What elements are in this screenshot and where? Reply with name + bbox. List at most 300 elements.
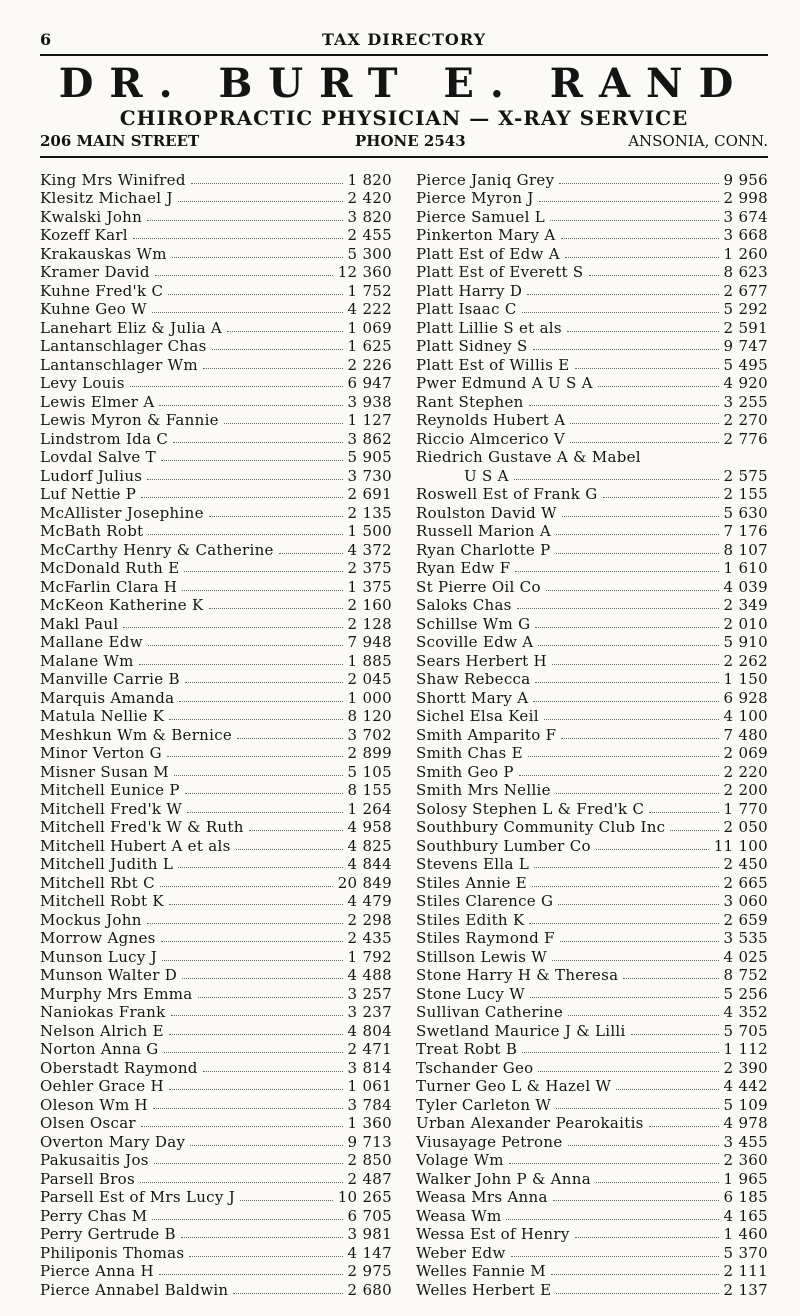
- assessment-amount: 2 776: [723, 429, 768, 448]
- assessment-amount: 2 262: [723, 651, 768, 670]
- taxpayer-name: Meshkun Wm & Bernice: [40, 725, 233, 744]
- assessment-amount: 4 352: [723, 1003, 768, 1021]
- dot-leader: [155, 275, 333, 276]
- taxpayer-name: Lewis Myron & Fannie: [40, 411, 219, 429]
- taxpayer-name: Stiles Edith K: [416, 910, 525, 929]
- assessment-amount: 2 677: [723, 281, 768, 300]
- dot-leader: [533, 701, 718, 702]
- assessment-amount: 3 060: [723, 892, 768, 910]
- taxpayer-name: Mallane Edw: [40, 633, 143, 651]
- taxpayer-name: Kuhne Fred'k C: [40, 281, 164, 300]
- assessment-amount: 6 705: [347, 1206, 392, 1225]
- list-item: [416, 577, 768, 596]
- list-item: [416, 1077, 768, 1096]
- list-item: [416, 300, 768, 319]
- list-item: [40, 725, 392, 744]
- dot-leader: [148, 645, 343, 646]
- list-item: [40, 540, 392, 559]
- dot-leader: [209, 608, 343, 609]
- assessment-amount: 1 112: [723, 1040, 768, 1058]
- taxpayer-name: Southbury Lumber Co: [416, 836, 591, 855]
- taxpayer-name: Lewis Elmer A: [40, 392, 155, 411]
- dot-leader: [153, 1108, 343, 1109]
- list-item: [416, 670, 768, 689]
- dot-leader: [556, 553, 719, 554]
- list-item: [416, 1095, 768, 1114]
- list-item: [416, 244, 768, 263]
- taxpayer-name: Morrow Agnes: [40, 929, 156, 947]
- dot-leader: [191, 183, 343, 184]
- assessment-amount: 2 111: [723, 1262, 768, 1280]
- assessment-amount: 1 885: [347, 651, 392, 670]
- assessment-amount: 2 050: [723, 818, 768, 836]
- assessment-amount: 4 165: [723, 1206, 768, 1225]
- dot-leader: [169, 1034, 343, 1035]
- list-item: [40, 1058, 392, 1077]
- page-number: 6: [40, 30, 52, 49]
- assessment-amount: 2 975: [347, 1262, 392, 1280]
- taxpayer-name: Welles Fannie M: [416, 1262, 546, 1280]
- taxpayer-name: Matula Nellie K: [40, 707, 165, 725]
- dot-leader: [148, 534, 342, 535]
- dot-leader: [603, 497, 719, 498]
- dot-leader: [568, 1145, 719, 1146]
- dot-leader: [589, 275, 719, 276]
- taxpayer-name: Welles Herbert E: [416, 1280, 552, 1299]
- taxpayer-name: Stiles Clarence G: [416, 892, 554, 910]
- list-item: [40, 281, 392, 300]
- dot-leader: [154, 1163, 343, 1164]
- list-item: [416, 466, 768, 485]
- dot-leader: [670, 830, 718, 831]
- dot-leader: [649, 1126, 719, 1127]
- list-item: [40, 1280, 392, 1299]
- taxpayer-name: Platt Sidney S: [416, 337, 528, 355]
- dot-leader: [147, 220, 342, 221]
- taxpayer-name: Krakauskas Wm: [40, 244, 167, 263]
- dot-leader: [203, 1071, 343, 1072]
- list-item: [40, 207, 392, 226]
- list-item: [416, 1225, 768, 1244]
- dot-leader: [237, 738, 342, 739]
- assessment-amount: 4 920: [723, 374, 768, 392]
- ad-address: 206 MAIN STREET: [40, 132, 200, 150]
- taxpayer-name: Platt Harry D: [416, 281, 523, 300]
- dot-leader: [162, 960, 343, 961]
- dot-leader: [141, 1126, 343, 1127]
- assessment-amount: 2 665: [723, 873, 768, 892]
- dot-leader: [550, 220, 719, 221]
- dot-leader: [167, 756, 343, 757]
- taxpayer-name: Ludorf Julius: [40, 466, 143, 485]
- assessment-amount: 4 978: [723, 1114, 768, 1132]
- taxpayer-name: Manville Carrie B: [40, 670, 180, 688]
- assessment-amount: 5 300: [347, 244, 392, 263]
- list-item: [40, 873, 392, 892]
- dot-leader: [233, 1293, 342, 1294]
- taxpayer-name: Stillson Lewis W: [416, 947, 548, 966]
- taxpayer-name: Volage Wm: [416, 1151, 504, 1169]
- taxpayer-name: Solosy Stephen L & Fred'k C: [416, 799, 645, 818]
- dot-leader: [169, 719, 342, 720]
- assessment-amount: 1 061: [347, 1077, 392, 1095]
- dot-leader: [140, 1182, 343, 1183]
- taxpayer-name: Marquis Amanda: [40, 688, 175, 707]
- assessment-amount: 5 370: [723, 1243, 768, 1262]
- list-item: [40, 355, 392, 374]
- list-item: [40, 244, 392, 263]
- taxpayer-name: Overton Mary Day: [40, 1132, 186, 1151]
- dot-leader: [130, 386, 343, 387]
- taxpayer-name: Walker John P & Anna: [416, 1169, 591, 1188]
- list-item: [40, 1114, 392, 1133]
- taxpayer-name: Norton Anna G: [40, 1040, 159, 1058]
- taxpayer-name: Mitchell Hubert A et als: [40, 836, 231, 855]
- assessment-amount: 2 998: [723, 189, 768, 207]
- assessment-amount: 7 948: [347, 633, 392, 651]
- taxpayer-name: Lanehart Eliz & Julia A: [40, 318, 223, 337]
- taxpayer-name: Mitchell Fred'k W: [40, 799, 183, 818]
- dot-leader: [558, 904, 718, 905]
- dot-leader: [187, 812, 343, 813]
- list-item: [416, 651, 768, 670]
- taxpayer-name: Urban Alexander Pearokaitis: [416, 1114, 644, 1132]
- dot-leader: [575, 1237, 719, 1238]
- assessment-amount: 4 844: [347, 855, 392, 873]
- dot-leader: [212, 349, 343, 350]
- assessment-amount: 3 668: [723, 226, 768, 244]
- dot-leader: [227, 331, 342, 332]
- taxpayer-name: Platt Lillie S et als: [416, 318, 562, 337]
- assessment-amount: 6 185: [723, 1188, 768, 1206]
- list-item: [40, 1225, 392, 1244]
- list-item: [40, 170, 392, 189]
- taxpayer-name: Roswell Est of Frank G: [416, 485, 598, 503]
- list-item: [40, 1243, 392, 1262]
- ad-phone: PHONE 2543: [355, 132, 466, 150]
- list-item: [416, 818, 768, 837]
- assessment-amount: 5 705: [723, 1021, 768, 1040]
- assessment-amount: 2 375: [347, 559, 392, 577]
- list-item: [40, 1040, 392, 1059]
- list-item: [416, 781, 768, 800]
- dot-leader: [552, 960, 719, 961]
- dot-leader: [623, 978, 718, 979]
- dot-leader: [189, 1256, 342, 1257]
- assessment-amount: 8 752: [723, 966, 768, 984]
- dot-leader: [546, 590, 719, 591]
- taxpayer-name: Pakusaitis Jos: [40, 1151, 149, 1169]
- list-item: [40, 466, 392, 485]
- taxpayer-name: Russell Marion A: [416, 522, 551, 540]
- assessment-amount: 10 265: [337, 1188, 392, 1206]
- taxpayer-name: Pierce Myron J: [416, 189, 534, 207]
- taxpayer-name: Stiles Annie E: [416, 873, 527, 892]
- dot-leader: [515, 571, 718, 572]
- dot-leader: [152, 1219, 342, 1220]
- taxpayer-name: Platt Est of Willis E: [416, 355, 570, 374]
- dot-leader: [184, 571, 342, 572]
- list-item: [416, 411, 768, 430]
- list-item: [416, 688, 768, 707]
- dot-leader: [152, 312, 343, 313]
- dot-leader: [528, 756, 719, 757]
- left-listing-column: [40, 170, 392, 1299]
- list-item: [416, 836, 768, 855]
- taxpayer-name: Pierce Anna H: [40, 1262, 154, 1280]
- assessment-amount: 2 200: [723, 781, 768, 799]
- taxpayer-name: Lovdal Salve T: [40, 448, 156, 466]
- list-item: [40, 429, 392, 448]
- assessment-amount: 9 747: [723, 337, 768, 355]
- dot-leader: [160, 886, 333, 887]
- list-item: [416, 1114, 768, 1133]
- list-item: [416, 1262, 768, 1281]
- assessment-amount: 3 674: [723, 207, 768, 226]
- assessment-amount: 7 176: [723, 522, 768, 540]
- assessment-amount: 2 471: [347, 1040, 392, 1058]
- list-item: [40, 1021, 392, 1040]
- list-item: [416, 522, 768, 541]
- assessment-amount: 20 849: [337, 873, 392, 892]
- assessment-amount: 5 292: [723, 300, 768, 318]
- dot-leader: [506, 1219, 718, 1220]
- taxpayer-name: Mitchell Rbt C: [40, 873, 155, 892]
- dot-leader: [535, 627, 718, 628]
- list-item: [40, 688, 392, 707]
- dot-leader: [171, 1015, 343, 1016]
- assessment-amount: 8 107: [723, 540, 768, 559]
- taxpayer-name: Minor Verton G: [40, 744, 162, 762]
- dot-leader: [179, 701, 342, 702]
- dot-leader: [209, 516, 343, 517]
- assessment-amount: 2 045: [347, 670, 392, 688]
- list-item: [40, 762, 392, 781]
- taxpayer-name: Murphy Mrs Emma: [40, 984, 193, 1003]
- list-item: [416, 725, 768, 744]
- list-item: [416, 1040, 768, 1059]
- assessment-amount: 2 135: [347, 503, 392, 522]
- dot-leader: [556, 793, 719, 794]
- list-item: [416, 1021, 768, 1040]
- taxpayer-name: McFarlin Clara H: [40, 577, 178, 596]
- list-item: [416, 559, 768, 578]
- assessment-amount: 11 100: [713, 836, 768, 855]
- assessment-amount: 4 222: [347, 300, 392, 318]
- assessment-amount: 3 862: [347, 429, 392, 448]
- list-item: [40, 263, 392, 282]
- assessment-amount: 1 000: [347, 688, 392, 707]
- list-item: [416, 263, 768, 282]
- taxpayer-name: Makl Paul: [40, 614, 119, 633]
- list-item: [416, 1169, 768, 1188]
- list-item: [40, 633, 392, 652]
- taxpayer-name: Stiles Raymond F: [416, 929, 555, 947]
- taxpayer-name: Ryan Charlotte P: [416, 540, 551, 559]
- dot-leader: [568, 1015, 718, 1016]
- list-item: [40, 1132, 392, 1151]
- dot-leader: [185, 682, 343, 683]
- assessment-amount: 9 956: [723, 170, 768, 189]
- dot-leader: [616, 1089, 718, 1090]
- assessment-amount: 2 155: [723, 485, 768, 503]
- list-item: [40, 485, 392, 504]
- list-item: [416, 429, 768, 448]
- list-item: [40, 1188, 392, 1207]
- dot-leader: [527, 294, 718, 295]
- dot-leader: [598, 386, 719, 387]
- dot-leader: [556, 534, 719, 535]
- list-item: [40, 374, 392, 393]
- list-item: [40, 614, 392, 633]
- taxpayer-name: Oberstadt Raymond: [40, 1058, 198, 1077]
- taxpayer-name: Reynolds Hubert A: [416, 411, 566, 429]
- list-item: [40, 1206, 392, 1225]
- taxpayer-name: Shortt Mary A: [416, 688, 529, 707]
- assessment-amount: 2 128: [347, 614, 392, 633]
- dot-leader: [182, 590, 342, 591]
- assessment-amount: 4 025: [723, 947, 768, 966]
- taxpayer-name: Oleson Wm H: [40, 1095, 148, 1114]
- ad-name: DR. BURT E. RAND: [58, 60, 750, 107]
- list-item: [40, 781, 392, 800]
- dot-leader: [249, 830, 343, 831]
- list-item: [40, 411, 392, 430]
- taxpayer-name: Levy Louis: [40, 374, 125, 392]
- assessment-amount: 3 730: [347, 466, 392, 485]
- assessment-amount: 3 820: [347, 207, 392, 226]
- taxpayer-name: Lantanschlager Wm: [40, 355, 198, 374]
- assessment-amount: 2 420: [347, 189, 392, 207]
- assessment-amount: 3 784: [347, 1095, 392, 1114]
- list-item: [40, 1003, 392, 1022]
- dot-leader: [147, 479, 342, 480]
- assessment-amount: 8 120: [347, 707, 392, 725]
- assessment-amount: 5 109: [723, 1095, 768, 1114]
- list-item: [40, 596, 392, 615]
- list-item: [416, 929, 768, 948]
- list-item: [416, 281, 768, 300]
- taxpayer-name: U S A: [464, 466, 509, 485]
- assessment-amount: 2 659: [723, 910, 768, 929]
- assessment-amount: 2 899: [347, 744, 392, 762]
- dot-leader: [556, 1108, 718, 1109]
- taxpayer-name: Scoville Edw A: [416, 633, 534, 651]
- dot-leader: [529, 405, 719, 406]
- list-item: [416, 947, 768, 966]
- dot-leader: [236, 849, 343, 850]
- taxpayer-name: Malane Wm: [40, 651, 134, 670]
- assessment-amount: 2 691: [347, 485, 392, 503]
- dot-leader: [174, 775, 343, 776]
- dot-leader: [553, 1200, 719, 1201]
- list-item: [416, 1280, 768, 1299]
- assessment-amount: 1 460: [723, 1225, 768, 1243]
- assessment-amount: 2 270: [723, 411, 768, 429]
- list-item: [40, 1095, 392, 1114]
- list-item: [416, 318, 768, 337]
- list-item: [416, 614, 768, 633]
- assessment-amount: 7 480: [723, 725, 768, 744]
- dot-leader: [544, 719, 719, 720]
- taxpayer-name: Naniokas Frank: [40, 1003, 166, 1021]
- assessment-amount: 1 375: [347, 577, 392, 596]
- taxpayer-name: Perry Gertrude B: [40, 1225, 176, 1243]
- dot-leader: [169, 904, 343, 905]
- assessment-amount: 2 137: [723, 1280, 768, 1299]
- taxpayer-name: Lindstrom Ida C: [40, 429, 169, 448]
- dot-leader: [556, 1293, 718, 1294]
- taxpayer-name: Mitchell Fred'k W & Ruth: [40, 818, 244, 836]
- assessment-amount: 1 069: [347, 318, 392, 337]
- list-item: [40, 1151, 392, 1170]
- list-item: [416, 1151, 768, 1170]
- dot-leader: [159, 405, 342, 406]
- list-item: [40, 577, 392, 596]
- taxpayer-name: Weber Edw: [416, 1243, 506, 1262]
- dot-leader: [529, 923, 718, 924]
- taxpayer-name: McDonald Ruth E: [40, 559, 180, 577]
- list-item: [40, 947, 392, 966]
- list-item: [416, 485, 768, 504]
- taxpayer-name: Kozeff Karl: [40, 226, 128, 244]
- assessment-amount: 2 069: [723, 744, 768, 762]
- assessment-amount: 2 226: [347, 355, 392, 374]
- dot-leader: [182, 978, 342, 979]
- list-item: [40, 559, 392, 578]
- assessment-amount: 1 500: [347, 522, 392, 540]
- taxpayer-name: Luf Nettie P: [40, 485, 137, 503]
- list-item: [416, 1003, 768, 1022]
- list-item: [40, 392, 392, 411]
- dot-leader: [169, 1089, 343, 1090]
- dot-leader: [141, 497, 342, 498]
- dot-leader: [123, 627, 342, 628]
- list-item: [416, 633, 768, 652]
- assessment-amount: 1 820: [347, 170, 392, 189]
- taxpayer-name: Ryan Edw F: [416, 559, 511, 577]
- dot-leader: [514, 479, 719, 480]
- assessment-amount: 3 455: [723, 1132, 768, 1151]
- assessment-amount: 2 160: [347, 596, 392, 614]
- list-item: [40, 836, 392, 855]
- dot-leader: [147, 923, 343, 924]
- taxpayer-name: Platt Est of Edw A: [416, 244, 560, 263]
- taxpayer-name: Nelson Alrich E: [40, 1021, 164, 1040]
- assessment-amount: 2 591: [723, 318, 768, 337]
- assessment-amount: 6 947: [347, 374, 392, 392]
- dot-leader: [224, 423, 343, 424]
- dot-leader: [596, 849, 709, 850]
- dot-leader: [511, 1256, 719, 1257]
- list-item: [416, 1188, 768, 1207]
- taxpayer-name: St Pierre Oil Co: [416, 577, 541, 596]
- assessment-amount: 3 814: [347, 1058, 392, 1077]
- list-item: [40, 1077, 392, 1096]
- assessment-amount: 2 575: [723, 466, 768, 485]
- list-item: [416, 540, 768, 559]
- taxpayer-name: Rant Stephen: [416, 392, 524, 411]
- dot-leader: [173, 442, 342, 443]
- dot-leader: [535, 682, 718, 683]
- dot-leader: [534, 867, 718, 868]
- assessment-amount: 1 260: [723, 244, 768, 263]
- assessment-amount: 2 298: [347, 910, 392, 929]
- dot-leader: [172, 257, 343, 258]
- dot-leader: [159, 1274, 343, 1275]
- list-item: [416, 374, 768, 393]
- dot-leader: [279, 553, 343, 554]
